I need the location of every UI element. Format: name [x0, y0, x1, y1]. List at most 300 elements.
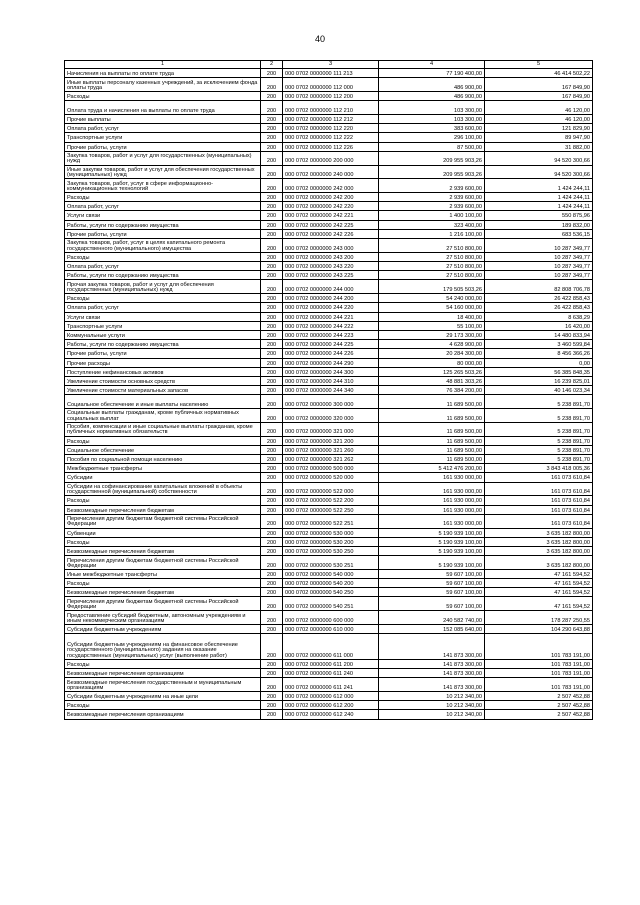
table-row: [65, 386, 593, 395]
table-row: [65, 505, 593, 514]
table-row: [65, 252, 593, 261]
row-executed-amount-cell: 31 882,00: [485, 142, 593, 151]
row-name-cell: Субсидии бюджетным учреждениям на финансовое обеспечение государственного (муниципального) задания на оказание государственных (муниципальных) услуг (выполнение работ): [65, 634, 261, 660]
row-name-cell: Субвенции: [65, 528, 261, 537]
table-row: [65, 294, 593, 303]
row-executed-amount-cell: 1 424 244,11: [485, 193, 593, 202]
row-budget-code-cell: 000 0702 0000000 612 240: [283, 710, 379, 719]
row-executed-amount-cell: 47 161 594,52: [485, 569, 593, 578]
row-name-cell: Пособия по социальной помощи населению: [65, 455, 261, 464]
row-name-cell: Работы, услуги по содержанию имущества: [65, 271, 261, 280]
row-name-cell: Увеличение стоимости основных средств: [65, 376, 261, 385]
table-row: [65, 358, 593, 367]
row-admin-code-cell: 200: [261, 386, 283, 395]
table-row: [65, 303, 593, 312]
row-budget-code-cell: 000 0702 0000000 200 000: [283, 151, 379, 165]
row-admin-code-cell: 200: [261, 597, 283, 611]
row-name-cell: Социальное обеспечение и иные выплаты населению: [65, 395, 261, 409]
row-budget-code-cell: 000 0702 0000000 540 250: [283, 588, 379, 597]
row-admin-code-cell: 200: [261, 634, 283, 660]
table-row: [65, 165, 593, 179]
table-row: [65, 579, 593, 588]
row-approved-amount-cell: 209 955 903,26: [379, 151, 485, 165]
row-approved-amount-cell: 161 930 000,00: [379, 482, 485, 496]
row-name-cell: Прочие расходы: [65, 358, 261, 367]
row-name-cell: Прочая закупка товаров, работ и услуг для обеспечения государственных (муниципальных) нужд: [65, 280, 261, 294]
row-executed-amount-cell: 3 635 182 800,00: [485, 528, 593, 537]
table-row: [65, 659, 593, 668]
row-admin-code-cell: 200: [261, 659, 283, 668]
row-admin-code-cell: 200: [261, 464, 283, 473]
row-executed-amount-cell: 10 287 349,77: [485, 252, 593, 261]
table-row: [65, 101, 593, 115]
row-budget-code-cell: 000 0702 0000000 320 000: [283, 409, 379, 423]
table-row: [65, 625, 593, 634]
row-admin-code-cell: 200: [261, 69, 283, 78]
table-row: [65, 436, 593, 445]
table-row: [65, 546, 593, 555]
row-budget-code-cell: 000 0702 0000000 112 210: [283, 101, 379, 115]
row-admin-code-cell: 200: [261, 151, 283, 165]
table-row: [65, 239, 593, 253]
table-row: [65, 482, 593, 496]
table-row: [65, 262, 593, 271]
row-budget-code-cell: 000 0702 0000000 522 251: [283, 514, 379, 528]
row-name-cell: Пособия, компенсации и иные социальные выплаты гражданам, кроме публичных нормативных обязательств: [65, 422, 261, 436]
row-approved-amount-cell: 161 930 000,00: [379, 496, 485, 505]
table-row: [65, 691, 593, 700]
row-approved-amount-cell: 27 510 800,00: [379, 252, 485, 261]
table-header-row: [65, 61, 593, 69]
row-admin-code-cell: 200: [261, 505, 283, 514]
row-name-cell: Социальное обеспечение: [65, 445, 261, 454]
row-executed-amount-cell: 683 536,15: [485, 229, 593, 238]
row-admin-code-cell: 200: [261, 514, 283, 528]
row-budget-code-cell: 000 0702 0000000 522 200: [283, 496, 379, 505]
row-name-cell: Перечисления другим бюджетам бюджетной системы Российской Федерации: [65, 556, 261, 570]
row-executed-amount-cell: 16 239 825,01: [485, 376, 593, 385]
row-budget-code-cell: 000 0702 0000000 242 200: [283, 193, 379, 202]
row-name-cell: Безвозмездные перечисления бюджетам: [65, 505, 261, 514]
row-name-cell: Субсидии бюджетным учреждениям на иные цели: [65, 691, 261, 700]
row-name-cell: Оплата работ, услуг: [65, 262, 261, 271]
row-executed-amount-cell: 82 808 706,78: [485, 280, 593, 294]
table-row: [65, 91, 593, 100]
row-budget-code-cell: 000 0702 0000000 244 225: [283, 340, 379, 349]
row-approved-amount-cell: 5 190 939 100,00: [379, 556, 485, 570]
row-executed-amount-cell: 46 120,00: [485, 114, 593, 123]
row-name-cell: Иные межбюджетные трансферты: [65, 569, 261, 578]
row-name-cell: Расходы: [65, 537, 261, 546]
row-approved-amount-cell: 11 689 500,00: [379, 436, 485, 445]
row-approved-amount-cell: 11 689 500,00: [379, 422, 485, 436]
row-admin-code-cell: 200: [261, 193, 283, 202]
row-admin-code-cell: 200: [261, 340, 283, 349]
table-row: [65, 124, 593, 133]
table-row: [65, 211, 593, 220]
row-budget-code-cell: 000 0702 0000000 112 220: [283, 124, 379, 133]
column-header: 4: [379, 61, 485, 69]
row-executed-amount-cell: 104 290 643,88: [485, 625, 593, 634]
table-row: [65, 193, 593, 202]
row-name-cell: Безвозмездные перечисления организациям: [65, 668, 261, 677]
row-budget-code-cell: 000 0702 0000000 112 222: [283, 133, 379, 142]
row-approved-amount-cell: 141 873 300,00: [379, 678, 485, 692]
table-row: [65, 349, 593, 358]
row-budget-code-cell: 000 0702 0000000 600 000: [283, 611, 379, 625]
row-budget-code-cell: 000 0702 0000000 611 241: [283, 678, 379, 692]
row-budget-code-cell: 000 0702 0000000 242 220: [283, 202, 379, 211]
row-name-cell: Оплата работ, услуг: [65, 303, 261, 312]
row-executed-amount-cell: 14 480 833,94: [485, 330, 593, 339]
row-admin-code-cell: 200: [261, 395, 283, 409]
row-admin-code-cell: 200: [261, 165, 283, 179]
row-admin-code-cell: 200: [261, 271, 283, 280]
row-name-cell: Оплата работ, услуг: [65, 124, 261, 133]
row-executed-amount-cell: 2 507 452,88: [485, 701, 593, 710]
row-admin-code-cell: 200: [261, 101, 283, 115]
row-admin-code-cell: 200: [261, 252, 283, 261]
row-approved-amount-cell: 103 300,00: [379, 101, 485, 115]
row-budget-code-cell: 000 0702 0000000 240 000: [283, 165, 379, 179]
row-admin-code-cell: 200: [261, 422, 283, 436]
row-admin-code-cell: 200: [261, 473, 283, 482]
row-name-cell: Субсидии: [65, 473, 261, 482]
row-approved-amount-cell: 2 939 600,00: [379, 202, 485, 211]
table-row: [65, 271, 593, 280]
row-budget-code-cell: 000 0702 0000000 243 000: [283, 239, 379, 253]
row-approved-amount-cell: 27 510 800,00: [379, 239, 485, 253]
table-row: [65, 133, 593, 142]
row-admin-code-cell: 200: [261, 312, 283, 321]
row-executed-amount-cell: 1 424 244,11: [485, 202, 593, 211]
row-executed-amount-cell: 47 161 594,52: [485, 588, 593, 597]
row-approved-amount-cell: 10 212 340,00: [379, 710, 485, 719]
row-executed-amount-cell: 161 073 610,84: [485, 505, 593, 514]
table-row: [65, 611, 593, 625]
row-budget-code-cell: 000 0702 0000000 244 221: [283, 312, 379, 321]
row-budget-code-cell: 000 0702 0000000 244 222: [283, 321, 379, 330]
row-approved-amount-cell: 18 400,00: [379, 312, 485, 321]
row-admin-code-cell: 200: [261, 701, 283, 710]
table-row: [65, 395, 593, 409]
row-admin-code-cell: 200: [261, 455, 283, 464]
row-name-cell: Закупка товаров, работ, услуг в целях капитального ремонта государственного (муниципального) имущества: [65, 239, 261, 253]
row-budget-code-cell: 000 0702 0000000 244 300: [283, 367, 379, 376]
row-admin-code-cell: 200: [261, 409, 283, 423]
table-row: [65, 179, 593, 193]
row-admin-code-cell: 200: [261, 710, 283, 719]
row-name-cell: Услуги связи: [65, 312, 261, 321]
row-admin-code-cell: 200: [261, 211, 283, 220]
table-row: [65, 528, 593, 537]
row-name-cell: Межбюджетные трансферты: [65, 464, 261, 473]
page-number: 40: [314, 34, 325, 44]
row-approved-amount-cell: 5 190 939 100,00: [379, 537, 485, 546]
row-executed-amount-cell: 10 287 349,77: [485, 262, 593, 271]
row-approved-amount-cell: 48 881 303,26: [379, 376, 485, 385]
row-admin-code-cell: 200: [261, 436, 283, 445]
row-executed-amount-cell: 40 146 023,34: [485, 386, 593, 395]
row-budget-code-cell: 000 0702 0000000 611 200: [283, 659, 379, 668]
row-admin-code-cell: 200: [261, 556, 283, 570]
row-budget-code-cell: 000 0702 0000000 520 000: [283, 473, 379, 482]
row-approved-amount-cell: 11 689 500,00: [379, 409, 485, 423]
row-name-cell: Безвозмездные перечисления бюджетам: [65, 546, 261, 555]
table-row: [65, 701, 593, 710]
table-row: [65, 367, 593, 376]
row-budget-code-cell: 000 0702 0000000 612 000: [283, 691, 379, 700]
table-row: [65, 220, 593, 229]
row-budget-code-cell: 000 0702 0000000 244 000: [283, 280, 379, 294]
row-approved-amount-cell: 2 939 600,00: [379, 179, 485, 193]
table-row: [65, 280, 593, 294]
row-name-cell: Перечисления другим бюджетам бюджетной системы Российской Федерации: [65, 597, 261, 611]
row-approved-amount-cell: 161 930 000,00: [379, 505, 485, 514]
table-row: [65, 445, 593, 454]
table-row: [65, 678, 593, 692]
table-row: [65, 229, 593, 238]
row-admin-code-cell: 200: [261, 445, 283, 454]
row-budget-code-cell: 000 0702 0000000 242 225: [283, 220, 379, 229]
row-approved-amount-cell: 59 607 100,00: [379, 597, 485, 611]
row-approved-amount-cell: 1 400 100,00: [379, 211, 485, 220]
row-executed-amount-cell: 8 638,29: [485, 312, 593, 321]
row-budget-code-cell: 000 0702 0000000 540 200: [283, 579, 379, 588]
table-row: [65, 464, 593, 473]
row-name-cell: Начисления на выплаты по оплате труда: [65, 69, 261, 78]
row-budget-code-cell: 000 0702 0000000 611 240: [283, 668, 379, 677]
row-executed-amount-cell: 161 073 610,84: [485, 496, 593, 505]
row-approved-amount-cell: 54 240 000,00: [379, 294, 485, 303]
row-name-cell: Расходы: [65, 294, 261, 303]
row-budget-code-cell: 000 0702 0000000 321 200: [283, 436, 379, 445]
row-name-cell: Расходы: [65, 701, 261, 710]
row-executed-amount-cell: 101 783 191,00: [485, 634, 593, 660]
table-row: [65, 69, 593, 78]
row-executed-amount-cell: 46 414 502,22: [485, 69, 593, 78]
row-approved-amount-cell: 29 173 300,00: [379, 330, 485, 339]
table-row: [65, 312, 593, 321]
row-executed-amount-cell: 94 520 300,66: [485, 151, 593, 165]
table-row: [65, 634, 593, 660]
row-budget-code-cell: 000 0702 0000000 244 223: [283, 330, 379, 339]
row-executed-amount-cell: 47 161 594,52: [485, 579, 593, 588]
row-approved-amount-cell: 323 400,00: [379, 220, 485, 229]
row-name-cell: Субсидии бюджетным учреждениям: [65, 625, 261, 634]
table-row: [65, 556, 593, 570]
row-admin-code-cell: 200: [261, 142, 283, 151]
row-admin-code-cell: 200: [261, 482, 283, 496]
row-budget-code-cell: 000 0702 0000000 244 220: [283, 303, 379, 312]
row-admin-code-cell: 200: [261, 294, 283, 303]
row-approved-amount-cell: 383 600,00: [379, 124, 485, 133]
row-admin-code-cell: 200: [261, 262, 283, 271]
table-row: [65, 78, 593, 92]
row-admin-code-cell: 200: [261, 691, 283, 700]
row-budget-code-cell: 000 0702 0000000 112 000: [283, 78, 379, 92]
row-executed-amount-cell: 1 424 244,11: [485, 179, 593, 193]
row-name-cell: Работы, услуги по содержанию имущества: [65, 220, 261, 229]
row-name-cell: Расходы: [65, 579, 261, 588]
row-approved-amount-cell: 161 930 000,00: [379, 473, 485, 482]
row-approved-amount-cell: 54 160 000,00: [379, 303, 485, 312]
table-row: [65, 455, 593, 464]
row-approved-amount-cell: 59 607 100,00: [379, 569, 485, 578]
table-row: [65, 514, 593, 528]
row-executed-amount-cell: 26 422 858,43: [485, 294, 593, 303]
row-name-cell: Расходы: [65, 193, 261, 202]
row-executed-amount-cell: 5 238 891,70: [485, 409, 593, 423]
row-budget-code-cell: 000 0702 0000000 243 200: [283, 252, 379, 261]
row-admin-code-cell: 200: [261, 546, 283, 555]
row-name-cell: Социальные выплаты гражданам, кроме публичных нормативных социальных выплат: [65, 409, 261, 423]
row-approved-amount-cell: 486 900,00: [379, 91, 485, 100]
row-budget-code-cell: 000 0702 0000000 242 000: [283, 179, 379, 193]
table-row: [65, 321, 593, 330]
row-approved-amount-cell: 486 900,00: [379, 78, 485, 92]
row-budget-code-cell: 000 0702 0000000 522 250: [283, 505, 379, 514]
row-executed-amount-cell: 89 947,90: [485, 133, 593, 142]
table-row: [65, 668, 593, 677]
row-name-cell: Безвозмездные перечисления организациям: [65, 710, 261, 719]
row-approved-amount-cell: 55 100,00: [379, 321, 485, 330]
row-admin-code-cell: 200: [261, 229, 283, 238]
table-row: [65, 496, 593, 505]
row-budget-code-cell: 000 0702 0000000 242 226: [283, 229, 379, 238]
row-budget-code-cell: 000 0702 0000000 244 340: [283, 386, 379, 395]
row-approved-amount-cell: 209 955 903,26: [379, 165, 485, 179]
column-header: 3: [283, 61, 379, 69]
row-name-cell: Иные выплаты персоналу казенных учреждений, за исключением фонда оплаты труда: [65, 78, 261, 92]
row-executed-amount-cell: 3 635 182 800,00: [485, 546, 593, 555]
row-admin-code-cell: 200: [261, 303, 283, 312]
row-admin-code-cell: 200: [261, 668, 283, 677]
row-name-cell: Увеличение стоимости материальных запасов: [65, 386, 261, 395]
row-executed-amount-cell: 101 783 191,00: [485, 659, 593, 668]
table-row: [65, 473, 593, 482]
row-executed-amount-cell: 94 520 300,66: [485, 165, 593, 179]
row-budget-code-cell: 000 0702 0000000 540 251: [283, 597, 379, 611]
column-header: 1: [65, 61, 261, 69]
row-executed-amount-cell: 5 238 891,70: [485, 436, 593, 445]
row-name-cell: Прочие выплаты: [65, 114, 261, 123]
row-admin-code-cell: 200: [261, 202, 283, 211]
table-row: [65, 597, 593, 611]
row-admin-code-cell: 200: [261, 496, 283, 505]
row-name-cell: Прочие работы, услуги: [65, 142, 261, 151]
table-row: [65, 330, 593, 339]
row-executed-amount-cell: 5 238 891,70: [485, 455, 593, 464]
row-name-cell: Перечисления другим бюджетам бюджетной системы Российской Федерации: [65, 514, 261, 528]
row-admin-code-cell: 200: [261, 528, 283, 537]
row-name-cell: Прочие работы, услуги: [65, 349, 261, 358]
row-executed-amount-cell: 26 422 858,43: [485, 303, 593, 312]
row-admin-code-cell: 200: [261, 611, 283, 625]
row-approved-amount-cell: 4 628 900,00: [379, 340, 485, 349]
row-approved-amount-cell: 10 212 340,00: [379, 701, 485, 710]
row-admin-code-cell: 200: [261, 330, 283, 339]
row-name-cell: Оплата работ, услуг: [65, 202, 261, 211]
table-row: [65, 142, 593, 151]
row-budget-code-cell: 000 0702 0000000 111 213: [283, 69, 379, 78]
row-executed-amount-cell: 5 238 891,70: [485, 422, 593, 436]
row-admin-code-cell: 200: [261, 179, 283, 193]
row-approved-amount-cell: 152 085 640,00: [379, 625, 485, 634]
row-name-cell: Оплата труда и начисления на выплаты по оплате труда: [65, 101, 261, 115]
row-approved-amount-cell: 11 689 500,00: [379, 395, 485, 409]
row-admin-code-cell: 200: [261, 133, 283, 142]
row-executed-amount-cell: 0,00: [485, 358, 593, 367]
row-approved-amount-cell: 59 607 100,00: [379, 579, 485, 588]
row-executed-amount-cell: 3 843 418 005,36: [485, 464, 593, 473]
row-executed-amount-cell: 5 238 891,70: [485, 395, 593, 409]
row-executed-amount-cell: 16 420,00: [485, 321, 593, 330]
row-budget-code-cell: 000 0702 0000000 242 221: [283, 211, 379, 220]
row-approved-amount-cell: 5 190 939 100,00: [379, 528, 485, 537]
row-name-cell: Закупка товаров, работ, услуг в сфере информационно-коммуникационных технологий: [65, 179, 261, 193]
row-approved-amount-cell: 1 216 100,00: [379, 229, 485, 238]
row-approved-amount-cell: 179 505 503,26: [379, 280, 485, 294]
row-approved-amount-cell: 296 100,00: [379, 133, 485, 142]
row-budget-code-cell: 000 0702 0000000 243 225: [283, 271, 379, 280]
row-budget-code-cell: 000 0702 0000000 243 220: [283, 262, 379, 271]
table-row: [65, 537, 593, 546]
row-executed-amount-cell: 47 161 594,52: [485, 597, 593, 611]
row-executed-amount-cell: 5 238 891,70: [485, 445, 593, 454]
row-executed-amount-cell: 178 287 250,55: [485, 611, 593, 625]
row-approved-amount-cell: 27 510 800,00: [379, 271, 485, 280]
row-name-cell: Прочие работы, услуги: [65, 229, 261, 238]
row-executed-amount-cell: 161 073 610,84: [485, 514, 593, 528]
row-admin-code-cell: 200: [261, 537, 283, 546]
row-executed-amount-cell: 3 635 182 800,00: [485, 537, 593, 546]
table-row: [65, 422, 593, 436]
row-admin-code-cell: 200: [261, 678, 283, 692]
row-name-cell: Закупка товаров, работ и услуг для государственных (муниципальных) нужд: [65, 151, 261, 165]
row-approved-amount-cell: 20 284 300,00: [379, 349, 485, 358]
row-budget-code-cell: 000 0702 0000000 321 260: [283, 445, 379, 454]
row-budget-code-cell: 000 0702 0000000 244 310: [283, 376, 379, 385]
row-budget-code-cell: 000 0702 0000000 321 000: [283, 422, 379, 436]
row-approved-amount-cell: 240 582 740,00: [379, 611, 485, 625]
table-row: [65, 376, 593, 385]
row-budget-code-cell: 000 0702 0000000 530 200: [283, 537, 379, 546]
row-admin-code-cell: 200: [261, 349, 283, 358]
table-row: [65, 151, 593, 165]
row-executed-amount-cell: 10 287 349,77: [485, 271, 593, 280]
row-approved-amount-cell: 5 412 476 200,00: [379, 464, 485, 473]
row-executed-amount-cell: 167 849,90: [485, 91, 593, 100]
row-admin-code-cell: 200: [261, 220, 283, 229]
row-budget-code-cell: 000 0702 0000000 540 000: [283, 569, 379, 578]
row-admin-code-cell: 200: [261, 280, 283, 294]
row-approved-amount-cell: 161 930 000,00: [379, 514, 485, 528]
row-budget-code-cell: 000 0702 0000000 522 000: [283, 482, 379, 496]
row-name-cell: Предоставление субсидий бюджетным, автономным учреждениям и иным некоммерческим организациям: [65, 611, 261, 625]
row-name-cell: Расходы: [65, 436, 261, 445]
table-row: [65, 569, 593, 578]
row-budget-code-cell: 000 0702 0000000 112 226: [283, 142, 379, 151]
row-executed-amount-cell: 121 829,90: [485, 124, 593, 133]
row-approved-amount-cell: 141 873 300,00: [379, 634, 485, 660]
row-name-cell: Поступление нефинансовых активов: [65, 367, 261, 376]
column-header: 5: [485, 61, 593, 69]
row-budget-code-cell: 000 0702 0000000 244 226: [283, 349, 379, 358]
row-executed-amount-cell: 10 287 349,77: [485, 239, 593, 253]
table-row: [65, 340, 593, 349]
row-budget-code-cell: 000 0702 0000000 610 000: [283, 625, 379, 634]
